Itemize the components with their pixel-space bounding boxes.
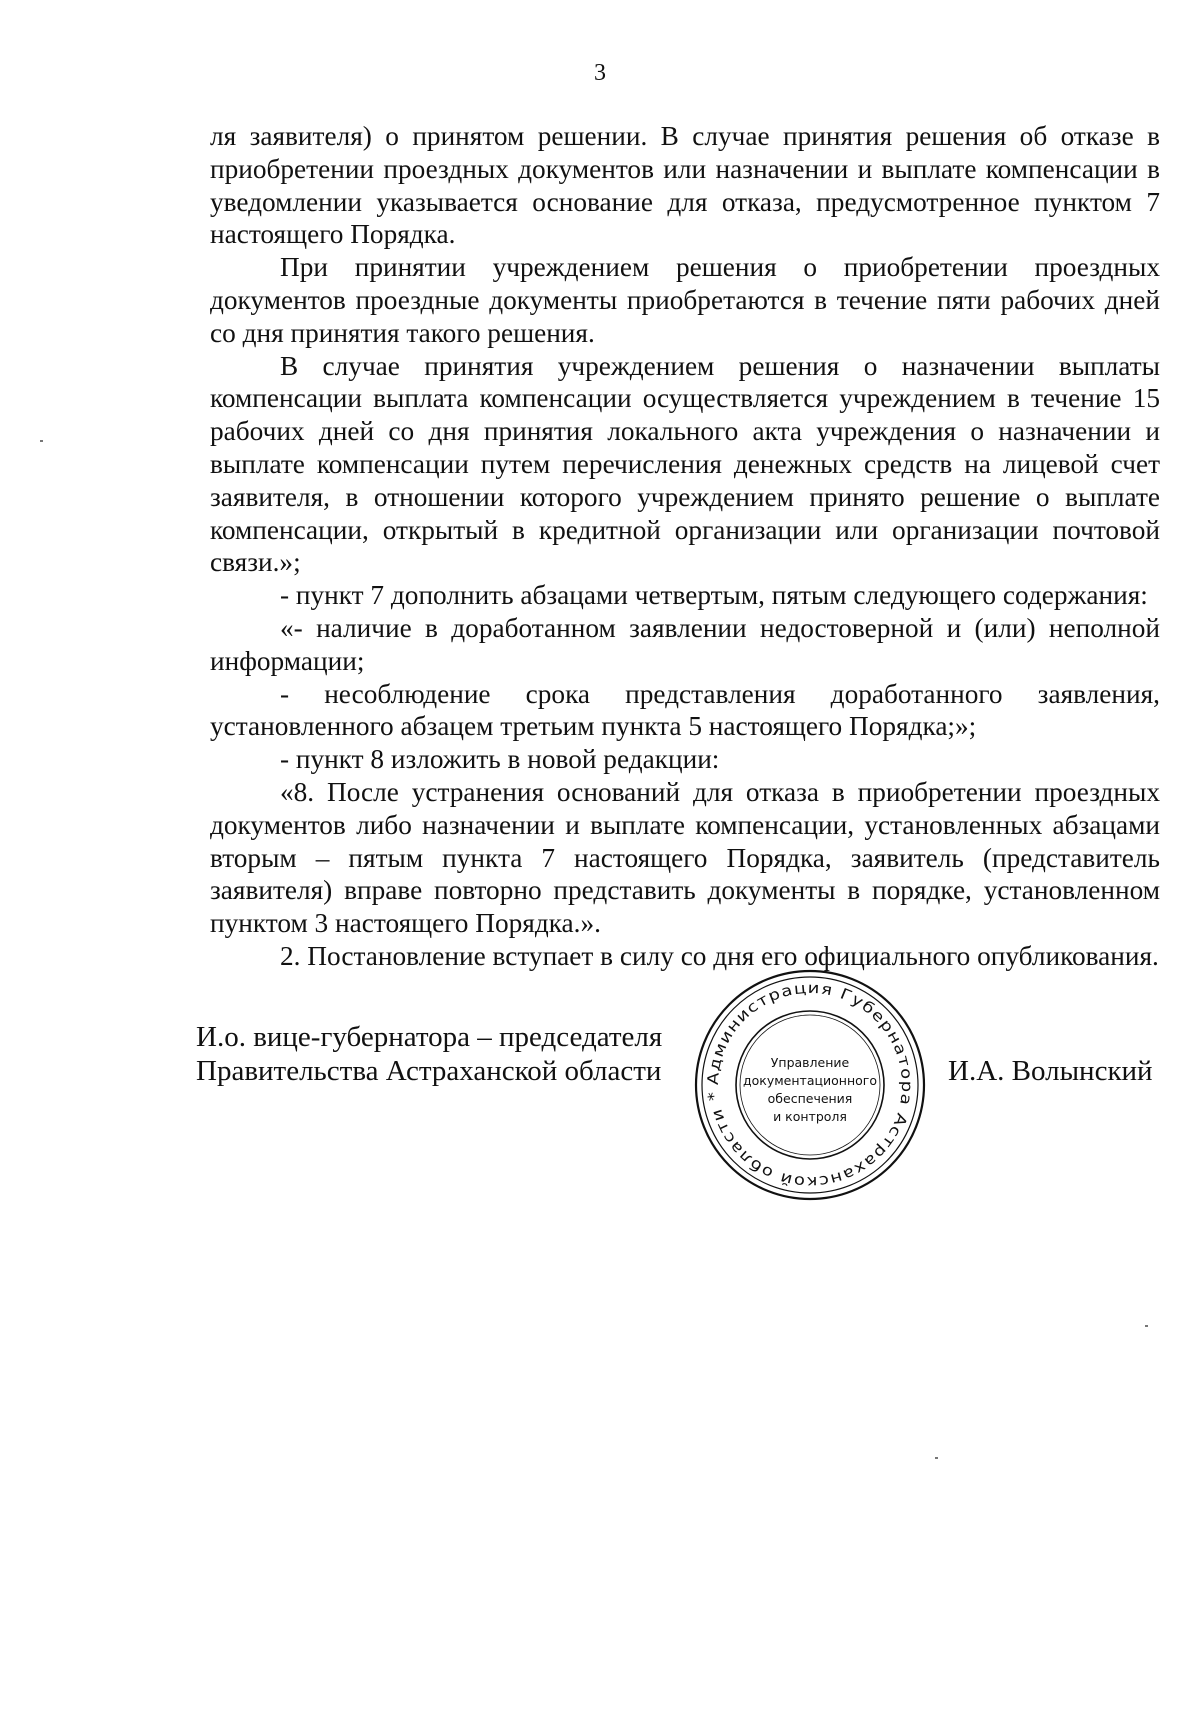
- seal-ring-text: Администрация Губернатора Астраханской области *: [703, 978, 917, 1192]
- seal-inner-line-2: документационного: [743, 1073, 877, 1088]
- paragraph-1: ля заявителя) о принятом решении. В случае принятия решения об отказе в приобретении проездных документов или назначении и выплате компенсации в уведомлении указывается основание для отказа, предусмотренное пунктом 7 настоящего Порядка.: [210, 121, 1160, 250]
- seal-inner-line-1: Управление: [770, 1055, 850, 1070]
- scan-speck: [935, 1457, 938, 1459]
- paragraph-3: В случае принятия учреждением решения о назначении выплаты компенсации выплата компенсации осуществляется учреждением в течение 15 рабочих дней со дня принятия локального акта учреждения о назначении и выплате компенсации путем перечисления денежных средств на лицевой счет заявителя, в отношении которого учреждением принято решение о выплате компенсации, открытый в кредитной организации или организации почтовой связи.»;: [210, 350, 1160, 578]
- paragraph-5: «- наличие в доработанном заявлении недостоверной и (или) неполной информации;: [210, 612, 1160, 676]
- signatory-position: [196, 1020, 662, 1088]
- scan-speck: [1145, 1325, 1148, 1327]
- paragraph-4: - пункт 7 дополнить абзацами четвертым, пятым следующего содержания:: [280, 580, 1148, 611]
- paragraph-6: - несоблюдение срока представления доработанного заявления, установленного абзацем третьим пункта 5 настоящего Порядка;»;: [210, 678, 1160, 742]
- paragraph-9: 2. Постановление вступает в силу со дня его официального опубликования.: [280, 940, 1159, 971]
- paragraph-8: «8. После устранения оснований для отказа в приобретении проездных документов либо назначении и выплате компенсации, установленных абзацами вторым – пятым пункта 7 настоящего Порядка, заявитель (представитель заявителя) вправе повторно представить документы в порядке, установленном пунктом 3 настоящего Порядка.».: [210, 776, 1160, 939]
- signatory-position-line-1: И.о. вице-губернатора – председателя: [196, 1021, 663, 1053]
- seal-inner-line-4: и контроля: [773, 1109, 847, 1124]
- document-body: [210, 120, 1160, 973]
- page-number: 3: [594, 60, 606, 86]
- official-seal: [690, 965, 930, 1205]
- seal-inner-line-3: обеспечения: [767, 1091, 853, 1106]
- paragraph-2: При принятии учреждением решения о приобретении проездных документов проездные документы приобретаются в течение пяти рабочих дней со дня принятия такого решения.: [210, 252, 1160, 348]
- signatory-name: И.А. Волынский: [948, 1055, 1153, 1087]
- signatory-position-line-2: Правительства Астраханской области: [196, 1055, 662, 1087]
- paragraph-7: - пункт 8 изложить в новой редакции:: [280, 744, 720, 775]
- seal-graphic: [690, 965, 930, 1205]
- scan-speck: [40, 440, 43, 442]
